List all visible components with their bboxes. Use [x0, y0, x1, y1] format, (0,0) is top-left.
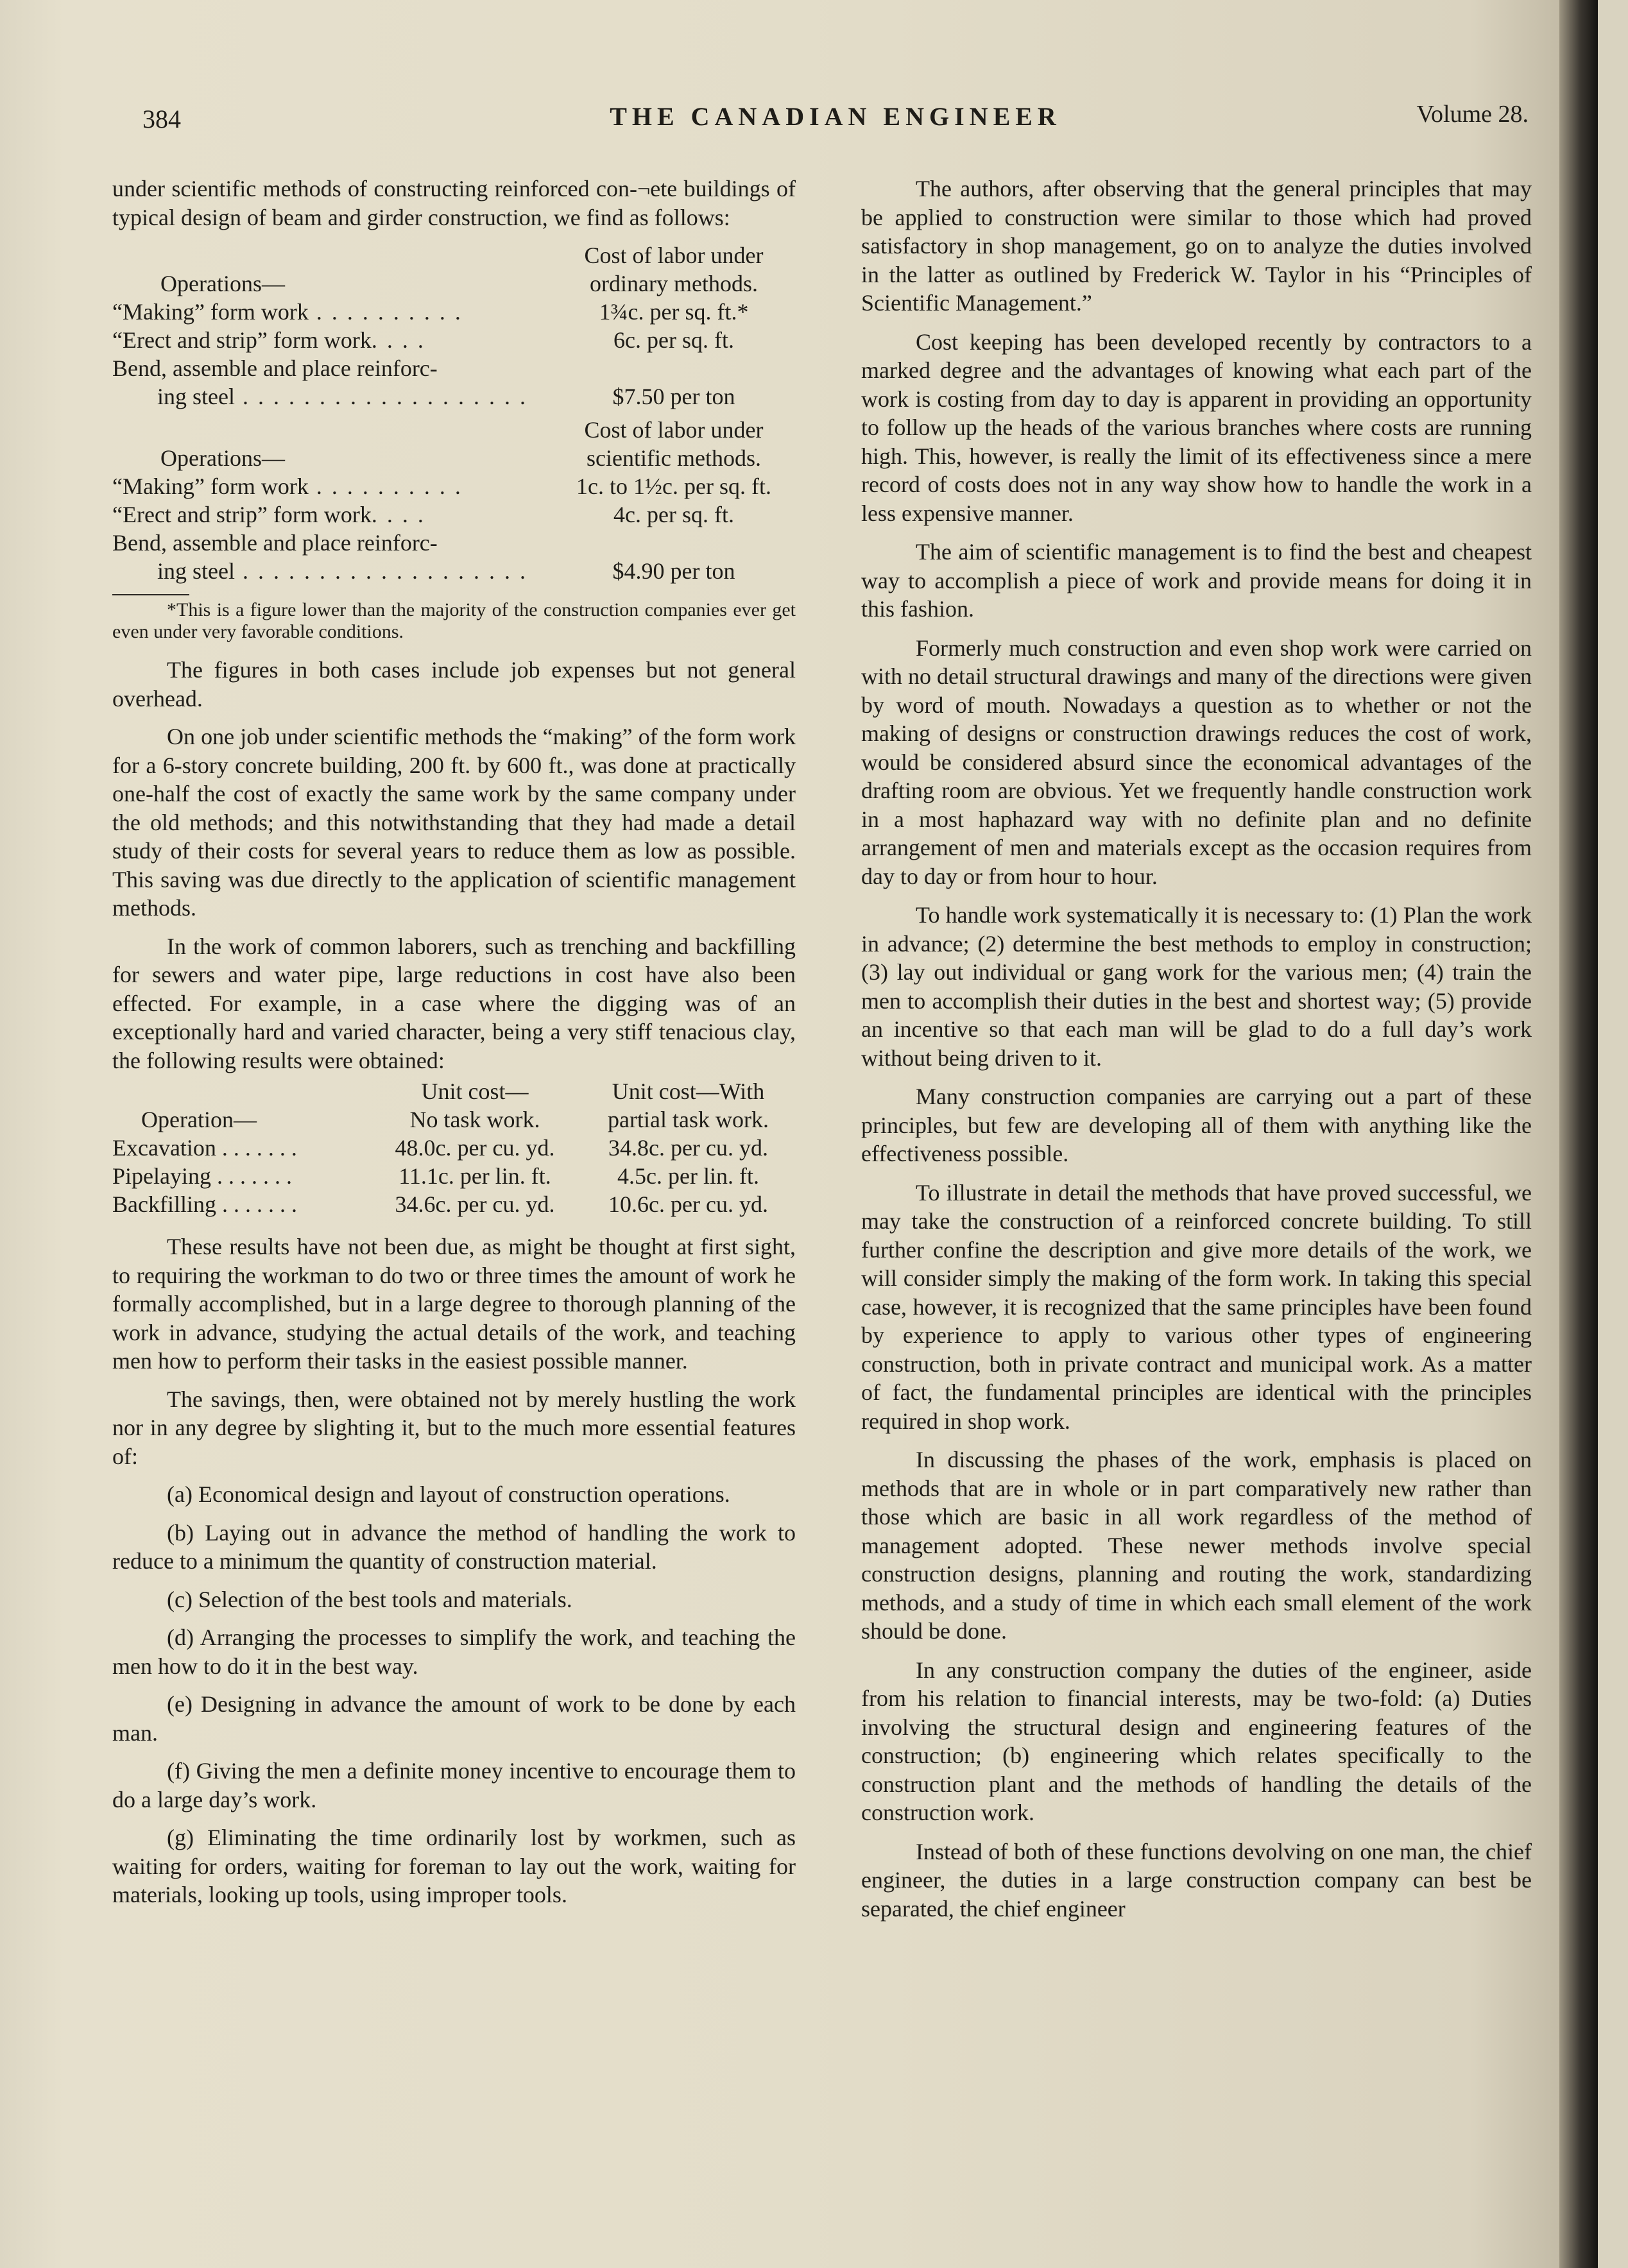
table-row: “Erect and strip” form work. . . . 6c. per sq. ft.	[112, 326, 796, 354]
list-item: (f) Giving the men a definite money incentive to encourage them to do a large day’s work.	[112, 1758, 796, 1812]
table-row: “Making” form work . . . . . . . . . . 1¾c. per sq. ft.*	[112, 298, 796, 326]
operations-label: Operations—	[160, 445, 285, 471]
list-item: (b) Laying out in advance the method of handling the work to reduce to a minimum the quantity of construction material.	[112, 1519, 796, 1574]
journal-title: THE CANADIAN ENGINEER	[610, 102, 1061, 131]
scientific-cost-table	[112, 416, 796, 585]
cost-header-line-2: ordinary methods.	[590, 271, 758, 296]
table-row: “Making” form work . . . . . . . . . . 1c. to 1½c. per sq. ft.	[112, 472, 796, 500]
volume-label: Volume 28.	[1416, 101, 1529, 128]
paragraph: Cost keeping has been developed recently by contractors to a marked degree and the advantages of knowing what each part of the work is costing from day to day is apparent in providing an opportunity to follow up the heads of the various branches where costs are running high. This, however, is really the limit of its effectiveness since a mere record of costs does not in any way show how to handle the work in a less expensive manner.	[861, 328, 1532, 526]
operations-label: Operations—	[160, 271, 285, 296]
table-row: Bend, assemble and place reinforc-	[112, 355, 438, 381]
intro-paragraph: under scientific methods of constructing reinforced con-¬ete buildings of typical design of beam and girder construction, we find as follows:	[112, 176, 796, 230]
table-header-row: Operation— No task work. partial task work.	[141, 1107, 769, 1132]
list-item: (a) Economical design and layout of construction operations.	[167, 1481, 730, 1507]
paragraph: To handle work systematically it is necessary to: (1) Plan the work in advance; (2) determine the best methods to employ in construction; (3) lay out individual or gang work for the various men; (4) train the men to accomplish their duties in the best and shortest way; (5) provide an incentive so that each man will be glad to do a full day’s work without being driven to it.	[861, 902, 1532, 1071]
paragraph: To illustrate in detail the methods that have proved successful, we may take the construction of a reinforced concrete building. To still further confine the description and give more details of the work, we will consider simply the making of the form work. In taking this special case, however, it is recognized that the same principles have been found by experience to apply to various other types of engineering construction, both in private contract and municipal work. As a matter of fact, the fundamental principles are identical with the principles required in shop work.	[861, 1179, 1532, 1434]
paragraph: The savings, then, were obtained not by merely hustling the work nor in any degree by slighting it, but to the much more essential features of:	[112, 1386, 796, 1469]
right-column	[861, 175, 1532, 1933]
table-row: Backfilling . . . . . . . 34.6c. per cu. yd. 10.6c. per cu. yd.	[112, 1191, 768, 1217]
paragraph: In discussing the phases of the work, emphasis is placed on methods that are in whole or in part comparatively new rather than those which are basic in all work regardless of the method of management adopted. These newer methods involve special construction designs, planning and routing the work, standardizing methods, and a study of time in which each small element of the work should be done.	[861, 1447, 1532, 1644]
cost-value: 4c. per sq. ft.	[613, 502, 734, 527]
running-head	[142, 96, 1529, 141]
footnote: *This is a figure lower than the majority of the construction companies ever get even under very favorable conditions.	[112, 599, 796, 642]
task-work-table	[112, 1077, 796, 1218]
cost-value: 6c. per sq. ft.	[613, 327, 734, 353]
table-row: Bend, assemble and place reinforc-	[112, 530, 438, 556]
left-column	[112, 175, 796, 1919]
paragraph: In the work of common laborers, such as trenching and backfilling for sewers and water pipe, large reductions in cost have also been effected. For example, in a case where the digging was of an exceptionally hard and varied character, being a very stiff tenacious clay, the following results were obtained:	[112, 933, 796, 1073]
ordinary-cost-table	[112, 241, 796, 411]
paragraph: The authors, after observing that the general principles that may be applied to construction were similar to those which had proved satisfactory in shop management, go on to analyze the duties involved in the latter as outlined by Frederick W. Taylor in his “Principles of Scientific Management.”	[861, 176, 1532, 316]
binding-shadow	[1559, 0, 1598, 2268]
footnote-rule	[112, 594, 189, 595]
list-item: (c) Selection of the best tools and materials.	[167, 1586, 572, 1612]
cost-value: $7.50 per ton	[612, 384, 735, 409]
list-item: (e) Designing in advance the amount of work to be done by each man.	[112, 1691, 796, 1746]
table-header-row: Unit cost— Unit cost—With	[421, 1079, 765, 1104]
paragraph: These results have not been due, as might be thought at first sight, to requiring the workman to do two or three times the amount of work he formally accomplished, but in a large degree to thorough planning of the work in advance, studying the actual details of the work, and teaching men how to perform their tasks in the easiest possible manner.	[112, 1234, 796, 1374]
paragraph: Many construction companies are carrying out a part of these principles, but few are developing all of them with anything like the effectiveness possible.	[861, 1084, 1532, 1166]
table-row: “Erect and strip” form work. . . . 4c. per sq. ft.	[112, 500, 796, 529]
table-row: ing steel . . . . . . . . . . . . . . . . . . . $7.50 per ton	[112, 382, 796, 411]
paragraph: In any construction company the duties of the engineer, aside from his relation to financial interests, may be two-fold: (a) Duties involving the structural design and engineering features of the construction; (b) engineering which relates specifically to the construction plant and the methods of handling the details of the construction work.	[861, 1657, 1532, 1825]
cost-value: $4.90 per ton	[612, 558, 735, 584]
cost-header-line-1: Cost of labor under	[584, 243, 764, 268]
paragraph: The aim of scientific management is to find the best and cheapest way to accomplish a piece of work and provide means for doing it in this fashion.	[861, 539, 1532, 622]
paragraph: Formerly much construction and even shop work were carried on with no detail structural drawings and many of the directions were given by word of mouth. Nowadays a question as to whether or not the making of designs or construction drawings reduces the cost of work, would be considered absurd since the economical advantages of the drafting room are obvious. Yet we frequently handle construction work in a most haphazard way with no definite plan and no definite arrangement of men and materials except as the occasion requires from day to day or from hour to hour.	[861, 635, 1532, 889]
table-row: Pipelaying . . . . . . . 11.1c. per lin. ft. 4.5c. per lin. ft.	[112, 1163, 759, 1189]
page-number: 384	[142, 105, 181, 133]
table-row: ing steel . . . . . . . . . . . . . . . . . . . $4.90 per ton	[112, 557, 796, 585]
cost-value: 1¾c. per sq. ft.*	[599, 299, 749, 325]
paragraph: The figures in both cases include job expenses but not general overhead.	[112, 657, 796, 712]
paragraph: On one job under scientific methods the “making” of the form work for a 6-story concrete building, 200 ft. by 600 ft., was done at practically one-half the cost of exactly the same work by the same company under the old methods; and this notwithstanding that they had made a detail study of their costs for several years to reduce them as low as possible. This saving was due directly to the application of scientific management methods.	[112, 724, 796, 921]
cost-header-line-1: Cost of labor under	[584, 417, 764, 443]
cost-value: 1c. to 1½c. per sq. ft.	[576, 473, 771, 499]
table-row: Excavation . . . . . . . 48.0c. per cu. yd. 34.8c. per cu. yd.	[112, 1135, 768, 1161]
list-item: (g) Eliminating the time ordinarily lost by workmen, such as waiting for orders, waiting for foreman to lay out the work, waiting for materials, looking up tools, using improper tools.	[112, 1825, 796, 1907]
list-item: (d) Arranging the processes to simplify the work, and teaching the men how to do it in the best way.	[112, 1624, 796, 1679]
cost-header-line-2: scientific methods.	[587, 445, 761, 471]
paragraph: Instead of both of these functions devolving on one man, the chief engineer, the duties in a large construction company can best be separated, the chief engineer	[861, 1838, 1532, 1922]
